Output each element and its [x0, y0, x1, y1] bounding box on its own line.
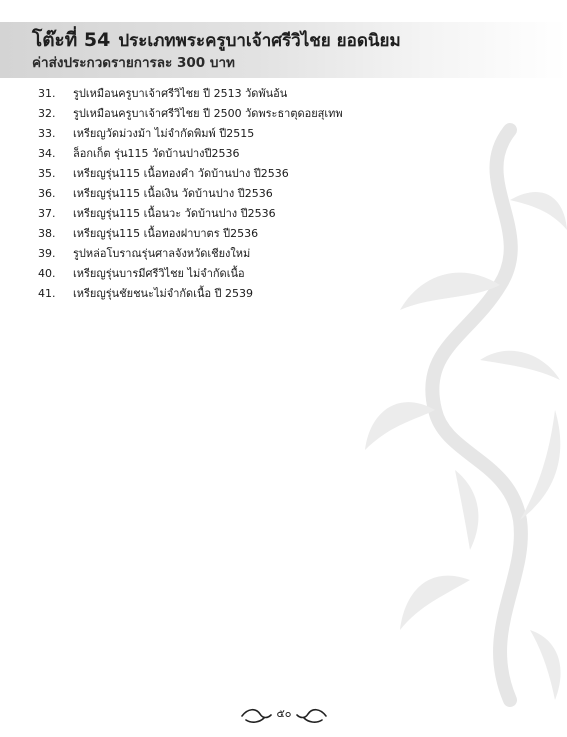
- item-number: 32.: [38, 107, 56, 120]
- item-text: เหรียญรุ่น115 เนื้อทองคำ วัดบ้านปาง ปี2536: [73, 167, 289, 180]
- item-number: 39.: [38, 247, 56, 260]
- list-item: [38, 224, 343, 244]
- item-number: 34.: [38, 147, 56, 160]
- item-text: เหรียญรุ่น115 เนื้อทองฝาบาตร ปี2536: [73, 227, 259, 240]
- list-item: [38, 164, 343, 184]
- item-text: เหรียญรุ่นชัยชนะไม่จำกัดเนื้อ ปี 2539: [73, 287, 254, 300]
- item-number: 31.: [38, 87, 56, 100]
- category-title: ประเภทพระครูบาเจ้าศรีวิไชย ยอดนิยม: [118, 31, 401, 51]
- item-text: เหรียญวัดม่วงม้า ไม่จำกัดพิมพ์ ปี2515: [73, 127, 255, 140]
- list-item: [38, 104, 343, 124]
- list-item: [38, 144, 343, 164]
- table-label: โต๊ะที่ 54: [32, 29, 111, 51]
- floral-ornament: [360, 110, 567, 710]
- item-text: รูปเหมือนครูบาเจ้าศรีวิไชย ปี 2500 วัดพระธาตุดอยสุเทพ: [73, 107, 343, 120]
- entry-fee-subtitle: ค่าส่งประกวดรายการละ 300 บาท: [32, 55, 235, 71]
- item-text: เหรียญรุ่นบารมีศรีวิไชย ไม่จำกัดเนื้อ: [73, 267, 245, 280]
- item-text: ล็อกเก็ต รุ่น115 วัดบ้านปางปี2536: [73, 147, 240, 160]
- item-number: 35.: [38, 167, 56, 180]
- list-item: [38, 124, 343, 144]
- page-footer: [238, 700, 330, 728]
- page-number: ๕๐: [276, 707, 292, 720]
- item-number: 41.: [38, 287, 56, 300]
- list-item: [38, 244, 343, 264]
- list-item: [38, 184, 343, 204]
- item-number: 40.: [38, 267, 56, 280]
- item-text: รูปเหมือนครูบาเจ้าศรีวิไชย ปี 2513 วัดพันอ้น: [73, 87, 288, 100]
- item-number: 38.: [38, 227, 56, 240]
- item-text: เหรียญรุ่น115 เนื้อเงิน วัดบ้านปาง ปี2536: [73, 187, 273, 200]
- item-number: 36.: [38, 187, 56, 200]
- item-number: 33.: [38, 127, 56, 140]
- item-number: 37.: [38, 207, 56, 220]
- item-list: [38, 84, 343, 304]
- item-text: รูปหล่อโบราณรุ่นศาลจังหวัดเชียงใหม่: [73, 247, 251, 260]
- list-item: [38, 84, 343, 104]
- list-item: [38, 284, 343, 304]
- list-item: [38, 264, 343, 284]
- item-text: เหรียญรุ่น115 เนื้อนวะ วัดบ้านปาง ปี2536: [73, 207, 276, 220]
- list-item: [38, 204, 343, 224]
